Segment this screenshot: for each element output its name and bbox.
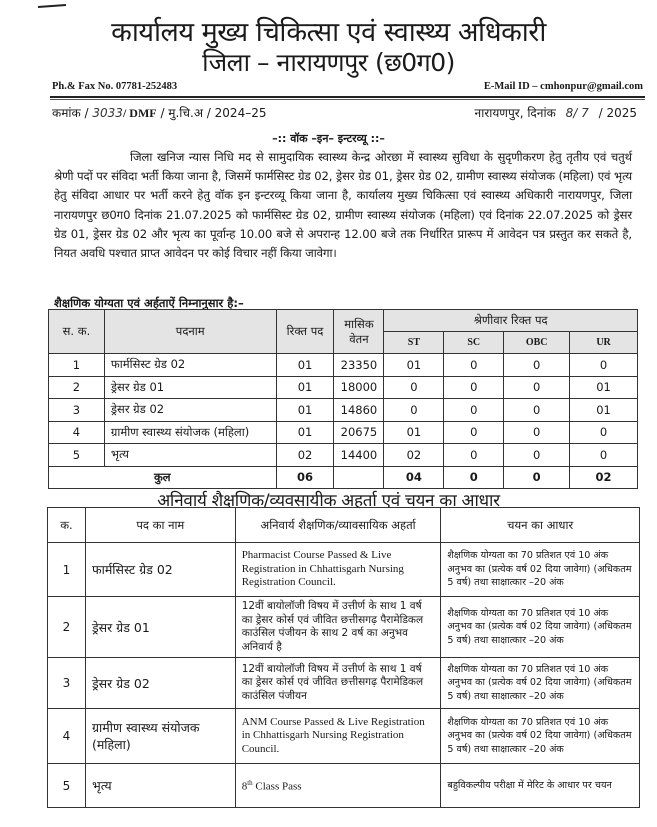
walk-in-heading: –:: वॉक –इन– इन्टरव्यू ::– xyxy=(272,132,385,145)
cell-sc: 0 xyxy=(444,421,504,444)
cell-post: ड्रेसर ग्रेड 01 xyxy=(104,376,276,399)
header-post: पद का नाम xyxy=(85,508,235,543)
table-row xyxy=(49,354,638,377)
table-row xyxy=(49,444,638,467)
cell-ur: 0 xyxy=(570,444,638,467)
header-selection: चयन का आधार xyxy=(441,508,640,543)
header-sno: स. क. xyxy=(49,310,105,354)
cell-obc: 0 xyxy=(504,399,570,422)
reference-suffix: / मु.चि.अ / 2024–25 xyxy=(160,106,267,120)
total-row xyxy=(49,466,638,489)
cell-salary: 18000 xyxy=(334,376,384,399)
table-row xyxy=(48,709,640,764)
cell-salary: 14860 xyxy=(334,399,384,422)
cell-sno: 5 xyxy=(48,764,86,808)
cell-qualification: 12वीं बायोलॉजी विषय में उत्तीर्ण के साथ 1 वर्ष का ड्रेसर कोर्स एवं जीवित छत्तीसगढ़ पैरामेडिकल काउंसिल पंजीयन xyxy=(235,658,441,709)
table-row xyxy=(48,764,640,808)
reference-dmf: / DMF xyxy=(122,106,157,120)
total-vacant: 06 xyxy=(276,466,334,489)
cell-vacant: 01 xyxy=(276,376,334,399)
pen-mark xyxy=(38,4,66,8)
header-obc: OBC xyxy=(504,332,570,354)
header-sno: क. xyxy=(48,508,86,543)
qualification-section-title: अनिवार्य शैक्षणिक/व्यवसायीक अहर्ता एवं चयन का आधार xyxy=(157,491,500,511)
cell-sno: 3 xyxy=(49,399,105,422)
cell-sno: 5 xyxy=(49,444,105,467)
header-salary: मासिक वेतन xyxy=(334,310,384,354)
cell-post: ड्रेसर ग्रेड 02 xyxy=(85,658,235,709)
table-row xyxy=(48,658,640,709)
cell-obc: 0 xyxy=(504,444,570,467)
cell-post: भृत्य xyxy=(104,444,276,467)
office-title: कार्यालय मुख्य चिकित्सा एवं स्वास्थ्य अधिकारी xyxy=(111,17,546,48)
cell-sno: 3 xyxy=(48,658,86,709)
table-row xyxy=(49,421,638,444)
table-row xyxy=(48,597,640,658)
header-sc: SC xyxy=(444,332,504,354)
cell-sc: 0 xyxy=(444,376,504,399)
cell-vacant: 01 xyxy=(276,399,334,422)
notice-paragraph: जिला खनिज न्यास निधि मद से सामुदायिक स्वास्थ्य केन्द्र ओरछा में स्वास्थ्य सुविधा के सुदृणीकरण हेतु तृतीय एवं चतुर्थ श्रेणी पदों पर संविदा भर्ती किया जाना है, जिसमें फार्मसिस्ट ग्रेड 02, ड्रेसर ग्रेड 01, ड्रेसर ग्रेड 02, ग्रामीण स्वास्थ्य संयोजक (महिला) एवं भृत्य हेतु संविदा आधार पर भर्ती करने हेतु वॉक इन इन्टरव्यू किया जाना है, कार्यालय मुख्य चिकित्सा एवं स्वास्थ्य अधिकारी नारायणपुर, जिला नारायणपुर छ0ग0 दिनांक 21.07.2025 को फार्मसिस्ट ग्रेड 02, ग्रामीण स्वास्थ्य संयोजक (महिला) एवं दिनांक 22.07.2025 को ड्रेसर ग्रेड 01, ड्रेसर ग्रेड 02 और भृत्य का पूर्वान्ह 10.00 बजे से अपरान्ह 12.00 बजे तक निर्धारित प्रारूप में आवेदन पत्र प्रस्तुत कर सकते है, नियत अवधि पश्चात प्राप्त आवेदन पर कोई विचार नहीं किया जावेगा। xyxy=(54,150,632,261)
dateline-year: / 2025 xyxy=(598,106,637,120)
cell-sno: 1 xyxy=(48,543,86,597)
cell-sno: 1 xyxy=(49,354,105,377)
district-title: जिला – नारायणपुर (छ0ग0) xyxy=(202,48,455,77)
handwritten-date: 8/ 7 xyxy=(565,106,589,120)
cell-salary: 20675 xyxy=(334,421,384,444)
cell-qualification: Pharmacist Course Passed & Live Registration in Chhattisgarh Nursing Registration Council. xyxy=(235,543,441,597)
cell-st: 01 xyxy=(384,354,444,377)
total-ur: 02 xyxy=(570,466,638,489)
table-row xyxy=(48,543,640,597)
dateline xyxy=(475,104,637,121)
cell-salary: 23350 xyxy=(334,354,384,377)
reference-number xyxy=(52,104,266,121)
cell-post: ग्रामीण स्वास्थ्य संयोजक (महिला) xyxy=(85,709,235,764)
cell-ur: 0 xyxy=(570,354,638,377)
header-qualification: अनिवार्य शैक्षणिक/व्यावसायिक अहर्ता xyxy=(235,508,441,543)
cell-sno: 4 xyxy=(48,709,86,764)
cell-ur: 01 xyxy=(570,399,638,422)
reference-prefix: कमांक / xyxy=(52,106,89,120)
cell-obc: 0 xyxy=(504,354,570,377)
table-row xyxy=(49,376,638,399)
header-post: पदनाम xyxy=(104,310,276,354)
total-sc: 0 xyxy=(444,466,504,489)
cell-obc: 0 xyxy=(504,376,570,399)
qualification-intro: शैक्षणिक योग्यता एवं अर्हताऐं निम्नानुसार है:– xyxy=(54,296,244,310)
cell-selection: शैक्षणिक योग्यता का 70 प्रतिशत एवं 10 अंक अनुभव का (प्रत्येक वर्ष 02 दिया जावेगा) (अधिकतम 5 वर्ष) तथा साक्षात्कार –20 अंक xyxy=(441,709,640,764)
cell-qualification: 12वीं बायोलॉजी विषय में उत्तीर्ण के साथ 1 वर्ष का ड्रेसर कोर्स एवं जीवित छत्तीसगढ़ पैरामेडिकल काउंसिल पंजीयन के साथ 2 वर्ष का अनुभव अनिवार्य है xyxy=(235,597,441,658)
cell-st: 01 xyxy=(384,421,444,444)
email-id: E-Mail ID – cmhonpur@gmail.com xyxy=(483,81,643,92)
cell-vacant: 01 xyxy=(276,354,334,377)
header-divider-thin xyxy=(50,99,645,100)
header-st: ST xyxy=(384,332,444,354)
cell-vacant: 02 xyxy=(276,444,334,467)
cell-post: फार्मसिस्ट ग्रेड 02 xyxy=(104,354,276,377)
header-category-group: श्रेणीवार रिक्त पद xyxy=(384,310,638,332)
header-vacant: रिक्त पद xyxy=(276,310,334,354)
qualification-ordinal: th xyxy=(247,778,253,787)
cell-post: फार्मसिस्ट ग्रेड 02 xyxy=(85,543,235,597)
cell-ur: 01 xyxy=(570,376,638,399)
table-row xyxy=(49,399,638,422)
cell-obc: 0 xyxy=(504,421,570,444)
total-label: कुल xyxy=(49,466,277,489)
total-st: 04 xyxy=(384,466,444,489)
phone-fax: Ph.& Fax No. 07781-252483 xyxy=(52,81,178,92)
cell-st: 0 xyxy=(384,399,444,422)
cell-post: ड्रेसर ग्रेड 02 xyxy=(104,399,276,422)
header-divider xyxy=(50,96,645,98)
cell-ur: 0 xyxy=(570,421,638,444)
qualification-table xyxy=(47,507,640,808)
cell-st: 0 xyxy=(384,376,444,399)
cell-sc: 0 xyxy=(444,354,504,377)
dateline-place: नारायणपुर, दिनांक xyxy=(474,106,556,120)
cell-sc: 0 xyxy=(444,444,504,467)
cell-vacant: 01 xyxy=(276,421,334,444)
cell-selection: शैक्षणिक योग्यता का 70 प्रतिशत एवं 10 अंक अनुभव का (प्रत्येक वर्ष 02 दिया जावेगा) (अधिकतम 5 वर्ष) तथा साक्षात्कार –20 अंक xyxy=(441,658,640,709)
cell-post: ग्रामीण स्वास्थ्य संयोजक (महिला) xyxy=(104,421,276,444)
cell-qualification: ANM Course Passed & Live Registration in Chhattisgarh Nursing Registration Council. xyxy=(235,709,441,764)
total-obc: 0 xyxy=(504,466,570,489)
cell-selection: शैक्षणिक योग्यता का 70 प्रतिशत एवं 10 अंक अनुभव का (प्रत्येक वर्ष 02 दिया जावेगा) (अधिकतम 5 वर्ष) तथा साक्षात्कार –20 अंक xyxy=(441,543,640,597)
cell-qualification xyxy=(235,764,441,808)
handwritten-number: 3033 xyxy=(92,106,123,120)
header-ur: UR xyxy=(570,332,638,354)
cell-sc: 0 xyxy=(444,399,504,422)
qualification-number: 8 xyxy=(241,780,248,793)
cell-post: भृत्य xyxy=(85,764,235,808)
cell-sno: 2 xyxy=(48,597,86,658)
cell-sno: 2 xyxy=(49,376,105,399)
vacancy-table xyxy=(48,309,638,489)
cell-st: 02 xyxy=(384,444,444,467)
cell-selection: बहुविकल्पीय परीक्षा में मेरिट के आधार पर चयन xyxy=(441,764,640,808)
total-salary xyxy=(334,466,384,489)
cell-selection: शैक्षणिक योग्यता का 70 प्रतिशत एवं 10 अंक अनुभव का (प्रत्येक वर्ष 02 दिया जावेगा) (अधिकतम 5 वर्ष) तथा साक्षात्कार –20 अंक xyxy=(441,597,640,658)
cell-sno: 4 xyxy=(49,421,105,444)
qualification-rest: Class Pass xyxy=(252,780,302,793)
cell-post: ड्रेसर ग्रेड 01 xyxy=(85,597,235,658)
cell-salary: 14400 xyxy=(334,444,384,467)
